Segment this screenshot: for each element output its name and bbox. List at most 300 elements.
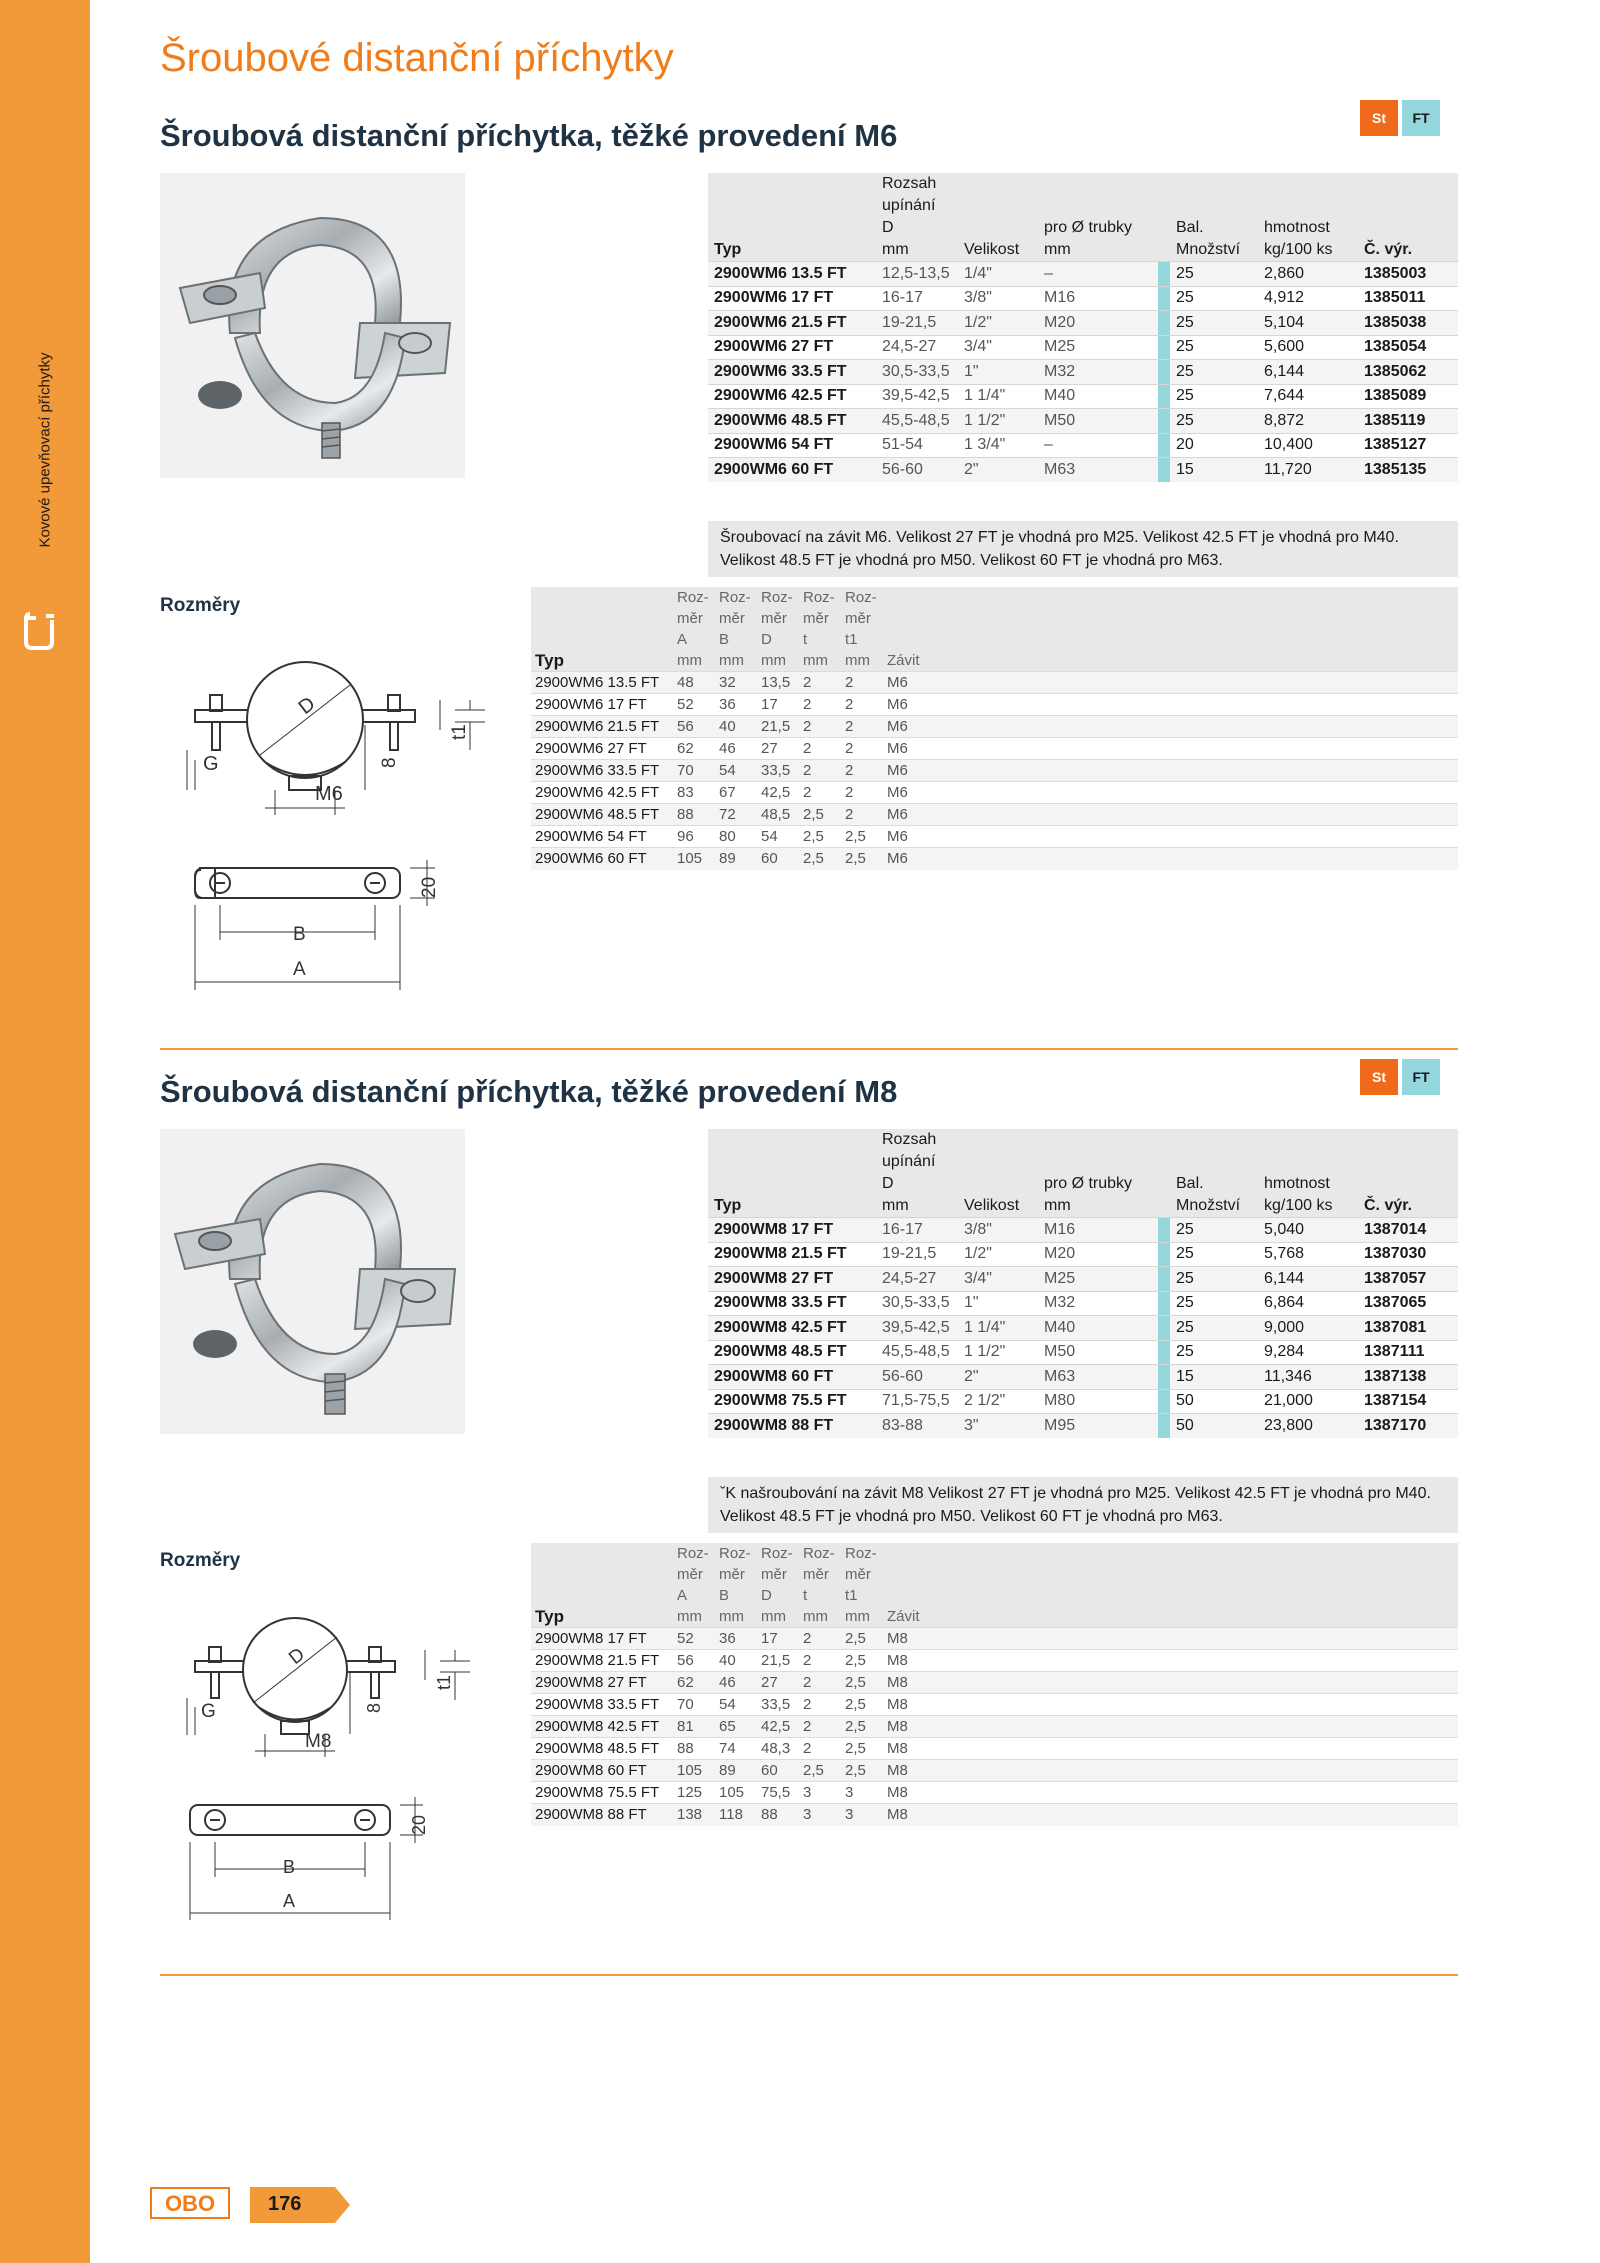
dimension-cell: 32: [715, 672, 757, 694]
dimension-cell: 33,5: [757, 760, 799, 782]
table-cell: –: [1038, 262, 1158, 287]
table-cell: 1385054: [1358, 335, 1458, 360]
table-cell: M25: [1038, 1267, 1158, 1292]
table-cell: 10,400: [1258, 433, 1358, 458]
table-cell: 1 1/4": [958, 384, 1038, 409]
table-cell: M50: [1038, 1340, 1158, 1365]
dimension-cell: 42,5: [757, 1716, 799, 1738]
table-cell: 25: [1170, 360, 1258, 385]
page-title: Šroubové distanční příchytky: [160, 36, 674, 80]
dimension-cell: 2: [799, 782, 841, 804]
dimension-cell: 2900WM8 21.5 FT: [531, 1650, 673, 1672]
svg-text:A: A: [283, 1891, 296, 1911]
dimension-cell: 2900WM8 27 FT: [531, 1672, 673, 1694]
table-cell: 39,5-42,5: [876, 384, 958, 409]
table-cell: M20: [1038, 1242, 1158, 1267]
table-cell: 2900WM6 21.5 FT: [708, 311, 876, 336]
dimension-cell: 2900WM6 13.5 FT: [531, 672, 673, 694]
dimension-cell: 2900WM6 17 FT: [531, 694, 673, 716]
dimension-cell: 2900WM6 33.5 FT: [531, 760, 673, 782]
dimension-table-m8: Typ Roz- měr A mm Roz- měr B mm Roz- měr D mm Roz- měr t mm Roz- měr t1 mm Závit 2900WM8 17 FT 52 36 17 2 2,5 M8 2900WM8 21.5 FT 56 40 21,5 2 2,5 M8 2900WM8 27 FT 62 46 27 2 2,5 M8 2900WM8 33.5 FT 70 54 33,5 2 2,5 M8 2900WM8 42.5 FT 81 65 42,5 2 2,5 M8 2900WM8 48.5 FT 88 74 48,3 2 2,5 M8 2900WM8 60 FT 105 89 60 2,5 2,5 M8 2900WM8 75.5 FT 125 105 75,5 3 3 M8 2900WM8 88 FT 138 118 88 3 3 M8: [531, 1543, 1458, 1826]
dimension-cell: 2,5: [841, 1738, 883, 1760]
table-row: [708, 1414, 1458, 1439]
side-label: Kovové upevňovací příchytky: [36, 352, 54, 548]
table-cell: 1385127: [1358, 433, 1458, 458]
dimension-cell: 2: [841, 760, 883, 782]
table-cell: 1387138: [1358, 1365, 1458, 1390]
obo-logo: [150, 2187, 230, 2219]
table-cell: 2900WM6 33.5 FT: [708, 360, 876, 385]
table-cell: 5,768: [1258, 1242, 1358, 1267]
dimension-cell: 2: [799, 760, 841, 782]
table-cell: 2 1/2": [958, 1389, 1038, 1414]
dimension-cell: M8: [883, 1628, 1458, 1650]
table-cell: 6,864: [1258, 1291, 1358, 1316]
svg-text:M8: M8: [305, 1731, 332, 1752]
table-cell: 23,800: [1258, 1414, 1358, 1439]
table-cell: 1/2": [958, 311, 1038, 336]
table-cell: 1 1/2": [958, 409, 1038, 434]
dimension-cell: M8: [883, 1738, 1458, 1760]
table-cell: 25: [1170, 1218, 1258, 1243]
dimension-cell: 89: [715, 1760, 757, 1782]
dimension-cell: 60: [757, 848, 799, 870]
table-cell: 24,5-27: [876, 1267, 958, 1292]
svg-text:G: G: [201, 1701, 216, 1722]
col-velikost: Velikost: [958, 173, 1038, 262]
dimension-row: [531, 1782, 1458, 1804]
dimension-row: [531, 1804, 1458, 1826]
dimension-cell: 2,5: [841, 1716, 883, 1738]
table-cell: 2900WM6 27 FT: [708, 335, 876, 360]
table-cell: 12,5-13,5: [876, 262, 958, 287]
table-cell: 1387170: [1358, 1414, 1458, 1439]
clip-icon: [22, 606, 56, 652]
table-cell: M63: [1038, 458, 1158, 483]
dimension-row: [531, 1760, 1458, 1782]
table-row: [708, 335, 1458, 360]
dimension-cell: 2900WM6 54 FT: [531, 826, 673, 848]
dimension-cell: 88: [757, 1804, 799, 1826]
dimension-cell: 3: [799, 1804, 841, 1826]
col-bal: Bal. Množství: [1170, 173, 1258, 262]
table-cell: 9,284: [1258, 1340, 1358, 1365]
dimension-cell: 56: [673, 1650, 715, 1672]
table-cell: 71,5-75,5: [876, 1389, 958, 1414]
dimension-cell: M8: [883, 1694, 1458, 1716]
dimension-cell: 2: [841, 782, 883, 804]
svg-text:20: 20: [419, 876, 440, 898]
dimension-cell: 2: [799, 1694, 841, 1716]
table-cell: 25: [1170, 1340, 1258, 1365]
col-typ: Typ: [708, 1129, 876, 1218]
table-cell: 19-21,5: [876, 1242, 958, 1267]
dimension-row: [531, 804, 1458, 826]
dimension-row: [531, 826, 1458, 848]
dimension-cell: 46: [715, 738, 757, 760]
dimension-cell: M6: [883, 760, 1458, 782]
dimension-cell: 67: [715, 782, 757, 804]
table-row: [708, 1316, 1458, 1341]
table-row: [708, 311, 1458, 336]
table-cell: 50: [1170, 1414, 1258, 1439]
col-bal: Bal. Množství: [1170, 1129, 1258, 1218]
badge-steel: St: [1360, 100, 1398, 136]
dimension-cell: M8: [883, 1650, 1458, 1672]
dimension-cell: 2: [799, 1716, 841, 1738]
dimension-cell: 2900WM8 75.5 FT: [531, 1782, 673, 1804]
dimension-cell: 2900WM6 21.5 FT: [531, 716, 673, 738]
dimension-table-m6: Typ Roz- měr A mm Roz- měr B mm Roz- měr D mm Roz- měr t mm Roz- měr t1 mm Závit 2900WM6 13.5 FT 48 32 13,5 2 2 M6 2900WM6 17 FT 52 36 17 2 2 M6 2900WM6 21.5 FT 56 40 21,5 2 2 M6 2900WM6 27 FT 62 46 27 2 2 M6 2900WM6 33.5 FT 70 54 33,5 2 2 M6 2900WM6 42.5 FT 83 67 42,5 2 2 M6 2900WM6 48.5 FT 88 72 48,5 2,5 2 M6 2900WM6 54 FT 96 80 54 2,5 2,5 M6 2900WM6 60 FT 105 89 60 2,5 2,5 M6: [531, 587, 1458, 870]
dimension-cell: 2,5: [841, 1650, 883, 1672]
table-cell: 1387081: [1358, 1316, 1458, 1341]
col-hmotnost: hmotnost kg/100 ks: [1258, 173, 1358, 262]
table-cell: 6,144: [1258, 1267, 1358, 1292]
table-cell: 56-60: [876, 1365, 958, 1390]
table-cell: 25: [1170, 1316, 1258, 1341]
table-cell: M80: [1038, 1389, 1158, 1414]
table-cell: 1/2": [958, 1242, 1038, 1267]
table-cell: 25: [1170, 311, 1258, 336]
dimension-cell: 105: [673, 1760, 715, 1782]
dimension-row: [531, 848, 1458, 870]
col-trubky: pro Ø trubky mm: [1038, 173, 1158, 262]
product-photo-m8: [160, 1129, 465, 1434]
table-cell: 2900WM6 13.5 FT: [708, 262, 876, 287]
dimension-cell: 2: [841, 672, 883, 694]
dimension-cell: M8: [883, 1804, 1458, 1826]
dimension-cell: M6: [883, 738, 1458, 760]
table-cell: 5,600: [1258, 335, 1358, 360]
dimension-cell: 2900WM6 60 FT: [531, 848, 673, 870]
dimension-row: [531, 1694, 1458, 1716]
table-cell: M16: [1038, 1218, 1158, 1243]
table-cell: 19-21,5: [876, 311, 958, 336]
material-badges-m8: [1360, 1059, 1440, 1095]
col-hmotnost: hmotnost kg/100 ks: [1258, 1129, 1358, 1218]
col-rozsah: Rozsah upínání D mm: [876, 1129, 958, 1218]
dimension-cell: 2900WM8 33.5 FT: [531, 1694, 673, 1716]
svg-text:8: 8: [379, 757, 400, 768]
table-cell: 30,5-33,5: [876, 1291, 958, 1316]
table-cell: 2": [958, 1365, 1038, 1390]
dimension-cell: 2,5: [841, 1760, 883, 1782]
table-cell: 1387030: [1358, 1242, 1458, 1267]
table-cell: 1": [958, 1291, 1038, 1316]
table-cell: 1385062: [1358, 360, 1458, 385]
table-row: [708, 384, 1458, 409]
table-cell: 25: [1170, 1242, 1258, 1267]
dimension-cell: 2900WM8 60 FT: [531, 1760, 673, 1782]
dimension-cell: 46: [715, 1672, 757, 1694]
dimension-cell: 80: [715, 826, 757, 848]
table-cell: 2900WM8 33.5 FT: [708, 1291, 876, 1316]
product-table-m6: [708, 173, 1458, 482]
table-cell: 1385119: [1358, 409, 1458, 434]
dimension-cell: 2,5: [841, 1672, 883, 1694]
table-cell: 1387154: [1358, 1389, 1458, 1414]
table-cell: M40: [1038, 1316, 1158, 1341]
col-trubky: pro Ø trubky mm: [1038, 1129, 1158, 1218]
svg-text:8: 8: [364, 1702, 384, 1713]
table-cell: 2900WM8 21.5 FT: [708, 1242, 876, 1267]
dimension-cell: 2: [799, 694, 841, 716]
table-cell: 1385135: [1358, 458, 1458, 483]
dimension-cell: 54: [715, 1694, 757, 1716]
dimension-row: [531, 760, 1458, 782]
dimension-cell: 2900WM6 48.5 FT: [531, 804, 673, 826]
dimension-cell: M8: [883, 1716, 1458, 1738]
col-typ: Typ: [708, 173, 876, 262]
dimension-row: [531, 1628, 1458, 1650]
dimension-cell: 88: [673, 804, 715, 826]
table-cell: 1385011: [1358, 286, 1458, 311]
table-row: [708, 1267, 1458, 1292]
table-cell: –: [1038, 433, 1158, 458]
dimension-cell: M8: [883, 1782, 1458, 1804]
dimension-cell: 2,5: [841, 1628, 883, 1650]
table-cell: 2900WM6 48.5 FT: [708, 409, 876, 434]
dimension-cell: 2: [799, 672, 841, 694]
dimension-cell: 2,5: [799, 1760, 841, 1782]
table-row: [708, 1242, 1458, 1267]
svg-text:B: B: [283, 1857, 296, 1877]
badge-finish: FT: [1402, 1059, 1440, 1095]
product-photo-m6: [160, 173, 465, 478]
table-cell: 2900WM8 60 FT: [708, 1365, 876, 1390]
table-cell: 1 3/4": [958, 433, 1038, 458]
svg-text:t1: t1: [449, 724, 470, 740]
table-cell: 2900WM6 17 FT: [708, 286, 876, 311]
dimension-cell: 48,5: [757, 804, 799, 826]
table-cell: 83-88: [876, 1414, 958, 1439]
dimension-cell: M6: [883, 782, 1458, 804]
table-row: [708, 1365, 1458, 1390]
dimension-cell: 2900WM8 42.5 FT: [531, 1716, 673, 1738]
col-cvyr: Č. výr.: [1358, 173, 1458, 262]
table-cell: 45,5-48,5: [876, 409, 958, 434]
dimension-cell: 96: [673, 826, 715, 848]
table-cell: 7,644: [1258, 384, 1358, 409]
table-cell: 1387065: [1358, 1291, 1458, 1316]
svg-text:OBO: OBO: [164, 2191, 216, 2216]
col-cvyr: Č. výr.: [1358, 1129, 1458, 1218]
table-cell: 6,144: [1258, 360, 1358, 385]
table-row: [708, 1340, 1458, 1365]
svg-text:M6: M6: [315, 783, 343, 805]
table-cell: 3/4": [958, 1267, 1038, 1292]
dimension-row: [531, 1716, 1458, 1738]
table-cell: 2900WM8 88 FT: [708, 1414, 876, 1439]
dimension-cell: 83: [673, 782, 715, 804]
badge-steel: St: [1360, 1059, 1398, 1095]
table-cell: 15: [1170, 1365, 1258, 1390]
dimension-cell: 81: [673, 1716, 715, 1738]
dimension-cell: 3: [841, 1782, 883, 1804]
table-cell: 1385089: [1358, 384, 1458, 409]
dimension-cell: 65: [715, 1716, 757, 1738]
dimension-cell: 2: [799, 1628, 841, 1650]
svg-text:G: G: [203, 753, 219, 775]
section-title-m8: Šroubová distanční příchytka, těžké provedení M8: [160, 1074, 898, 1109]
table-cell: 2": [958, 458, 1038, 483]
dimension-cell: 2,5: [799, 848, 841, 870]
dimension-cell: 40: [715, 716, 757, 738]
table-cell: M16: [1038, 286, 1158, 311]
table-cell: 1 1/4": [958, 1316, 1038, 1341]
dimension-cell: M6: [883, 672, 1458, 694]
table-cell: 1385003: [1358, 262, 1458, 287]
dimension-row: [531, 782, 1458, 804]
dimension-cell: 40: [715, 1650, 757, 1672]
dimension-cell: 138: [673, 1804, 715, 1826]
table-cell: 3/4": [958, 335, 1038, 360]
table-cell: 39,5-42,5: [876, 1316, 958, 1341]
table-cell: 2900WM8 75.5 FT: [708, 1389, 876, 1414]
table-row: [708, 286, 1458, 311]
table-cell: 25: [1170, 1291, 1258, 1316]
dimension-cell: 17: [757, 1628, 799, 1650]
dimension-cell: 2900WM6 42.5 FT: [531, 782, 673, 804]
table-cell: M40: [1038, 384, 1158, 409]
table-cell: 25: [1170, 1267, 1258, 1292]
dimension-cell: 13,5: [757, 672, 799, 694]
badge-finish: FT: [1402, 100, 1440, 136]
dimension-cell: 105: [673, 848, 715, 870]
dimension-cell: 42,5: [757, 782, 799, 804]
dimension-cell: 3: [799, 1782, 841, 1804]
table-row: [708, 1389, 1458, 1414]
dimension-cell: 2: [799, 738, 841, 760]
table-cell: 51-54: [876, 433, 958, 458]
table-cell: M32: [1038, 360, 1158, 385]
dimension-cell: 48: [673, 672, 715, 694]
dimension-cell: 2: [799, 1650, 841, 1672]
table-cell: 1387057: [1358, 1267, 1458, 1292]
product-table-m8: [708, 1129, 1458, 1438]
table-cell: 4,912: [1258, 286, 1358, 311]
dimension-cell: 70: [673, 760, 715, 782]
dimensions-label-m8: Rozměry: [160, 1550, 241, 1571]
dimension-cell: 74: [715, 1738, 757, 1760]
dimension-cell: 2: [799, 1672, 841, 1694]
table-row: [708, 1218, 1458, 1243]
table-cell: 1385038: [1358, 311, 1458, 336]
table-cell: 1387111: [1358, 1340, 1458, 1365]
dimension-cell: 89: [715, 848, 757, 870]
table-cell: M20: [1038, 311, 1158, 336]
table-cell: 5,040: [1258, 1218, 1358, 1243]
dimension-cell: 33,5: [757, 1694, 799, 1716]
table-row: [708, 458, 1458, 483]
section-title-m6: Šroubová distanční příchytka, těžké provedení M6: [160, 118, 898, 153]
col-rozsah: Rozsah upínání D mm: [876, 173, 958, 262]
dimension-cell: M6: [883, 694, 1458, 716]
table-row: [708, 360, 1458, 385]
table-cell: 3": [958, 1414, 1038, 1439]
dimension-cell: 48,3: [757, 1738, 799, 1760]
table-row: [708, 409, 1458, 434]
dimension-cell: 54: [757, 826, 799, 848]
dimension-cell: 2,5: [841, 1694, 883, 1716]
dimension-cell: 56: [673, 716, 715, 738]
dimension-cell: 75,5: [757, 1782, 799, 1804]
table-cell: 56-60: [876, 458, 958, 483]
section-divider-2: [160, 1974, 1458, 1976]
dimension-cell: 2900WM6 27 FT: [531, 738, 673, 760]
table-cell: 3/8": [958, 286, 1038, 311]
dimension-cell: 36: [715, 1628, 757, 1650]
dimension-cell: 36: [715, 694, 757, 716]
table-cell: 2900WM8 27 FT: [708, 1267, 876, 1292]
table-cell: 1/4": [958, 262, 1038, 287]
dimension-cell: 2,5: [799, 826, 841, 848]
dimension-cell: 17: [757, 694, 799, 716]
table-cell: 2900WM6 42.5 FT: [708, 384, 876, 409]
dimension-cell: 2,5: [841, 848, 883, 870]
table-row: [708, 1291, 1458, 1316]
dimension-cell: 2: [799, 716, 841, 738]
dimension-row: [531, 694, 1458, 716]
table-cell: M95: [1038, 1414, 1158, 1439]
table-cell: 16-17: [876, 1218, 958, 1243]
dimension-row: [531, 716, 1458, 738]
dimension-cell: 105: [715, 1782, 757, 1804]
table-cell: 8,872: [1258, 409, 1358, 434]
table-row: [708, 262, 1458, 287]
table-cell: 45,5-48,5: [876, 1340, 958, 1365]
dimension-cell: 27: [757, 1672, 799, 1694]
svg-text:A: A: [293, 959, 306, 980]
dimension-cell: 125: [673, 1782, 715, 1804]
dimension-cell: 2900WM8 48.5 FT: [531, 1738, 673, 1760]
dimension-cell: 2: [799, 1738, 841, 1760]
table-cell: 2900WM8 48.5 FT: [708, 1340, 876, 1365]
col-velikost: Velikost: [958, 1129, 1038, 1218]
table-cell: 11,720: [1258, 458, 1358, 483]
dimensions-label-m6: Rozměry: [160, 595, 241, 616]
table-cell: 25: [1170, 262, 1258, 287]
table-cell: M63: [1038, 1365, 1158, 1390]
section-divider-1: [160, 1048, 1458, 1050]
dimension-row: [531, 1650, 1458, 1672]
dimension-cell: M6: [883, 848, 1458, 870]
table-cell: M50: [1038, 409, 1158, 434]
dimension-cell: M8: [883, 1672, 1458, 1694]
dimension-cell: 27: [757, 738, 799, 760]
dimension-cell: 2900WM8 88 FT: [531, 1804, 673, 1826]
dimension-cell: 118: [715, 1804, 757, 1826]
dimension-cell: M6: [883, 716, 1458, 738]
dimension-cell: 60: [757, 1760, 799, 1782]
table-cell: 9,000: [1258, 1316, 1358, 1341]
svg-text:D: D: [294, 692, 320, 719]
dimension-row: [531, 672, 1458, 694]
table-cell: 16-17: [876, 286, 958, 311]
table-row: [708, 433, 1458, 458]
technical-drawing-m8: [165, 1595, 525, 1935]
dimension-cell: 72: [715, 804, 757, 826]
note-m8: ˇK našroubování na závit M8 Velikost 27 FT je vhodná pro M25. Velikost 42.5 FT je vhodná pro M40. Velikost 48.5 FT je vhodná pro M50. Velikost 60 FT je vhodná pro M63.: [708, 1477, 1458, 1533]
table-cell: 1387014: [1358, 1218, 1458, 1243]
dimension-cell: 70: [673, 1694, 715, 1716]
dimension-row: [531, 1738, 1458, 1760]
table-cell: 50: [1170, 1389, 1258, 1414]
table-cell: 2900WM6 60 FT: [708, 458, 876, 483]
table-cell: 30,5-33,5: [876, 360, 958, 385]
table-cell: 2,860: [1258, 262, 1358, 287]
table-cell: 24,5-27: [876, 335, 958, 360]
